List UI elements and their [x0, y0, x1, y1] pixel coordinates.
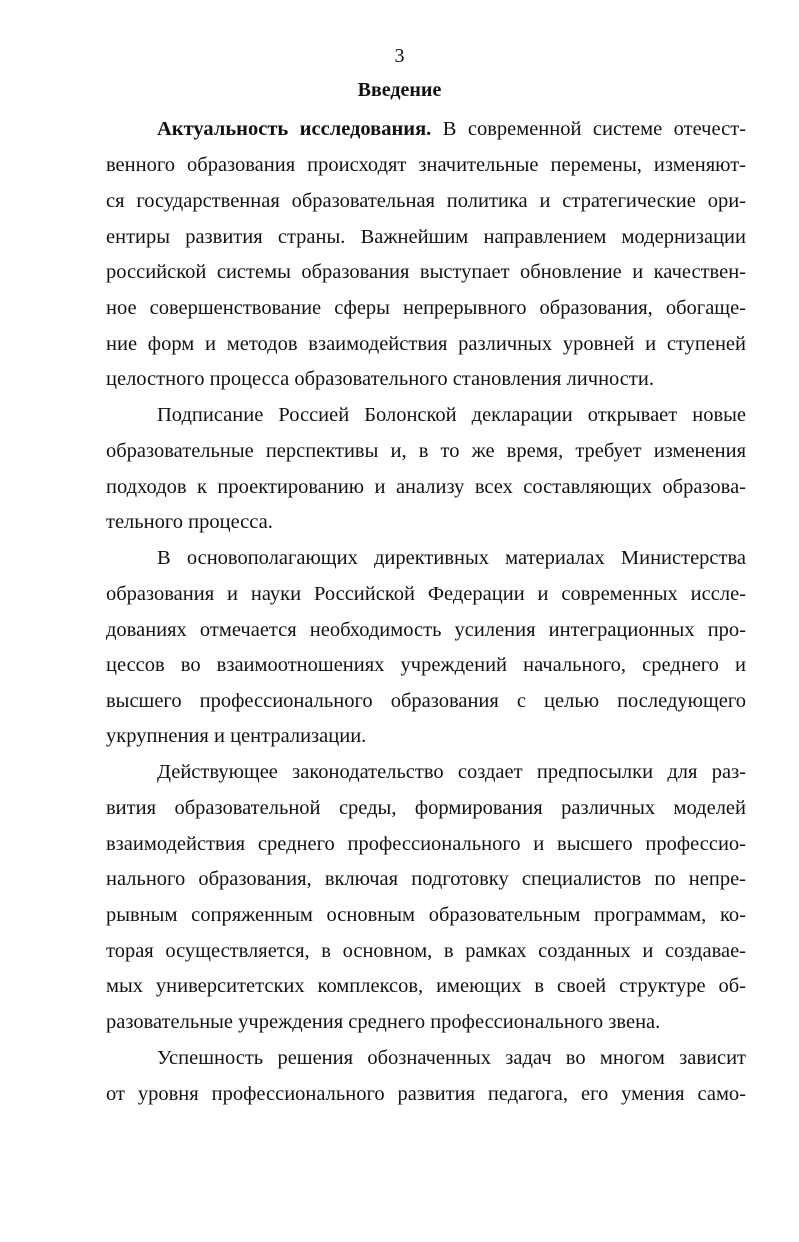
page-number: 3	[394, 45, 405, 67]
paragraph-4-line-7: мых университетских комплексов, имеющих в своей структуре об-	[106, 975, 746, 997]
paragraph-5-line-1: Успешность решения обозначенных задач во многом зависит	[157, 1047, 746, 1069]
paragraph-1-line-1	[157, 116, 746, 142]
paragraph-2-line-1: Подписание Россией Болонской декларации открывает новые	[157, 404, 746, 426]
paragraph-4-line-2: вития образовательной среды, формирования различных моделей	[106, 797, 746, 819]
paragraph-1-line-3: ся государственная образовательная политика и стратегические ори-	[106, 190, 746, 212]
paragraph-2-line-2: образовательные перспективы и, в то же время, требует изменения	[106, 440, 746, 462]
paragraph-1-line-7: ние форм и методов взаимодействия различных уровней и ступеней	[106, 333, 746, 355]
paragraph-2-line-4: тельного процесса.	[106, 511, 273, 533]
paragraph-3-line-1: В основополагающих директивных материалах Министерства	[157, 547, 746, 569]
paragraph-3-line-4: цессов во взаимоотношениях учреждений начального, среднего и	[106, 654, 746, 676]
paragraph-3-line-3: дованиях отмечается необходимость усиления интеграционных про-	[106, 619, 746, 641]
paragraph-4-line-8: разовательные учреждения среднего профессионального звена.	[106, 1011, 661, 1033]
paragraph-1-line-1-rest: В современной системе отечест-	[431, 118, 746, 140]
paragraph-4-line-1: Действующее законодательство создает предпосылки для раз-	[157, 761, 746, 783]
section-heading: Введение	[357, 79, 442, 101]
paragraph-4-line-6: торая осуществляется, в основном, в рамках созданных и создавае-	[106, 940, 746, 962]
paragraph-4-line-5: рывным сопряженным основным образовательным программам, ко-	[106, 904, 746, 926]
paragraph-1-line-8: целостного процесса образовательного становления личности.	[106, 368, 654, 390]
paragraph-1-line-6: ное совершенствование сферы непрерывного образования, обогаще-	[106, 297, 746, 319]
paragraph-1-line-5: российской системы образования выступает обновление и качествен-	[106, 261, 746, 283]
paragraph-4-line-4: нального образования, включая подготовку специалистов по непре-	[106, 868, 746, 890]
paragraph-3-line-5: высшего профессионального образования с целью последующего	[106, 690, 746, 712]
paragraph-2-line-3: подходов к проектированию и анализу всех составляющих образова-	[106, 476, 746, 498]
paragraph-3-line-6: укрупнения и централизации.	[106, 725, 367, 747]
paragraph-1-line-4: ентиры развития страны. Важнейшим направлением модернизации	[106, 226, 746, 248]
paragraph-lead: Актуальность исследования.	[157, 118, 432, 140]
paragraph-3-line-2: образования и науки Российской Федерации и современных иссле-	[106, 583, 746, 605]
paragraph-1-line-2: венного образования происходят значительные перемены, изменяют-	[106, 154, 746, 176]
paragraph-4-line-3: взаимодействия среднего профессионального и высшего профессио-	[106, 833, 746, 855]
paragraph-5-line-2: от уровня профессионального развития педагога, его умения само-	[106, 1083, 746, 1105]
